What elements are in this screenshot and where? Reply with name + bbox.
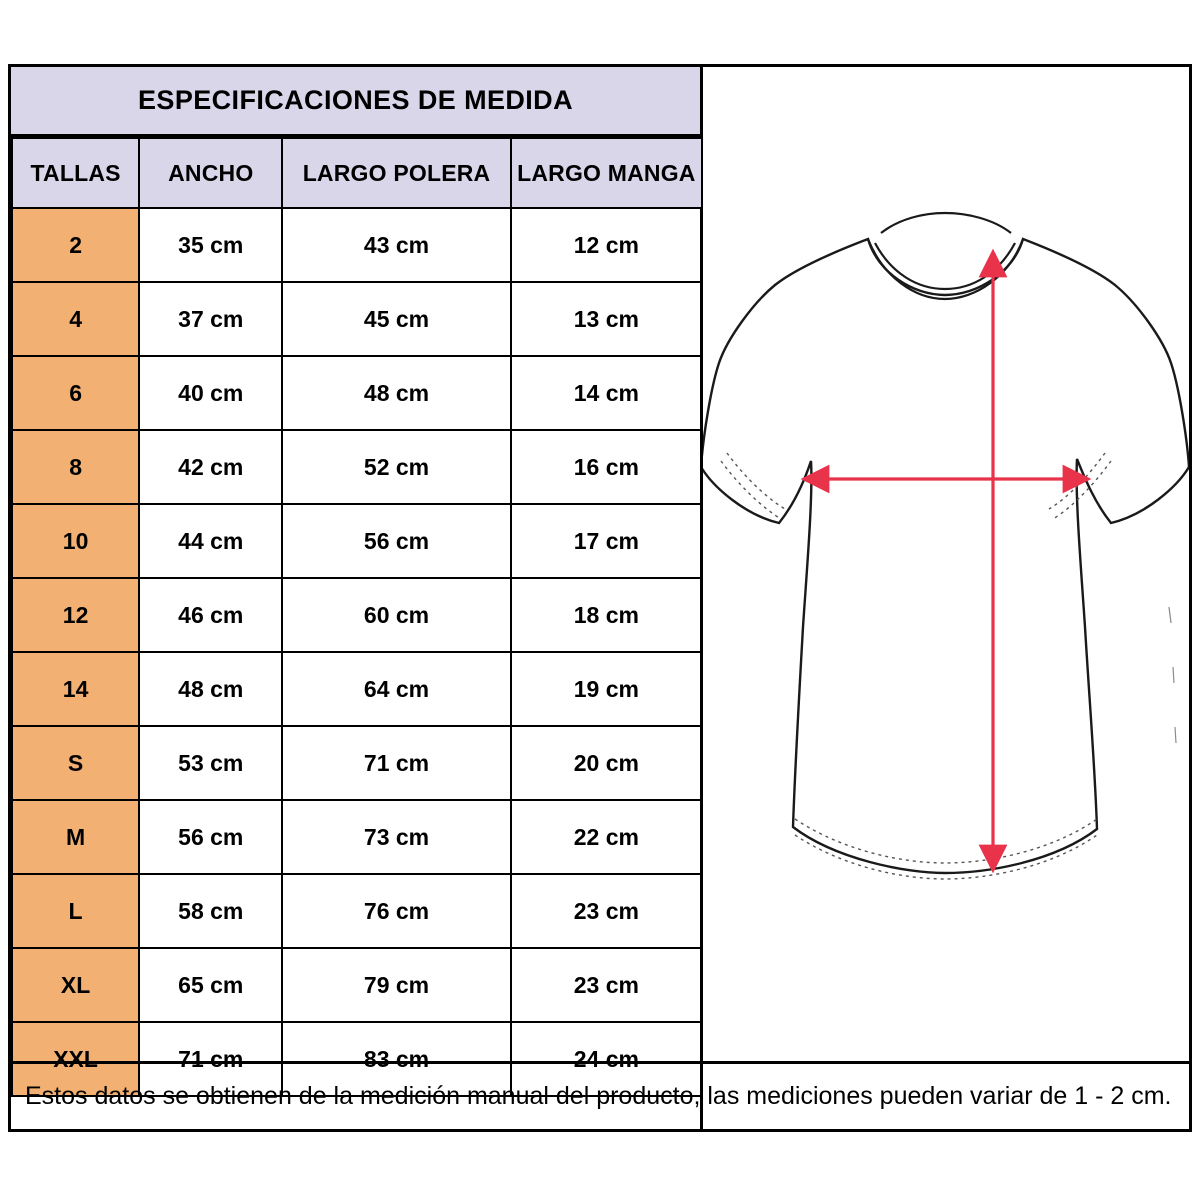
cell-ancho: 65 cm	[139, 948, 282, 1022]
cell-ancho: 71 cm	[139, 1022, 282, 1096]
cell-size: 4	[12, 282, 139, 356]
cell-largo-polera: 56 cm	[282, 504, 510, 578]
cell-largo-polera: 76 cm	[282, 874, 510, 948]
cell-ancho: 56 cm	[139, 800, 282, 874]
column-header-largo-polera: LARGO POLERA	[282, 138, 510, 208]
cell-size: M	[12, 800, 139, 874]
page-title: ESPECIFICACIONES DE MEDIDA	[138, 85, 573, 115]
table-row	[12, 652, 702, 726]
cell-size: S	[12, 726, 139, 800]
table-row	[12, 430, 702, 504]
cell-largo-manga: 24 cm	[511, 1022, 702, 1096]
cell-largo-polera: 83 cm	[282, 1022, 510, 1096]
cell-largo-manga: 20 cm	[511, 726, 702, 800]
table-row	[12, 726, 702, 800]
size-chart-frame	[8, 64, 1192, 1132]
cell-size: 8	[12, 430, 139, 504]
cell-largo-manga: 22 cm	[511, 800, 702, 874]
cell-ancho: 37 cm	[139, 282, 282, 356]
cell-largo-polera: 52 cm	[282, 430, 510, 504]
cell-largo-polera: 64 cm	[282, 652, 510, 726]
tshirt-body-outline	[703, 239, 1189, 873]
cell-ancho: 44 cm	[139, 504, 282, 578]
cell-size: 12	[12, 578, 139, 652]
cell-largo-manga: 19 cm	[511, 652, 702, 726]
cell-ancho: 53 cm	[139, 726, 282, 800]
table-row	[12, 948, 702, 1022]
table-row	[12, 578, 702, 652]
cell-size: L	[12, 874, 139, 948]
cell-largo-manga: 13 cm	[511, 282, 702, 356]
table-row	[12, 208, 702, 282]
table-row	[12, 282, 702, 356]
table-row	[12, 874, 702, 948]
table-row	[12, 504, 702, 578]
tshirt-illustration	[703, 67, 1189, 1062]
table-row	[12, 800, 702, 874]
cell-largo-polera: 73 cm	[282, 800, 510, 874]
cell-largo-polera: 48 cm	[282, 356, 510, 430]
chart-title-bar	[11, 67, 703, 137]
cell-ancho: 42 cm	[139, 430, 282, 504]
cell-ancho: 35 cm	[139, 208, 282, 282]
cell-size: 2	[12, 208, 139, 282]
column-header-tallas: TALLAS	[12, 138, 139, 208]
cell-largo-manga: 16 cm	[511, 430, 702, 504]
cell-largo-polera: 71 cm	[282, 726, 510, 800]
cell-ancho: 40 cm	[139, 356, 282, 430]
cell-size: XL	[12, 948, 139, 1022]
cell-largo-polera: 79 cm	[282, 948, 510, 1022]
table-header-row	[12, 138, 702, 208]
cell-ancho: 46 cm	[139, 578, 282, 652]
cell-size: 10	[12, 504, 139, 578]
column-header-largo-manga: LARGO MANGA	[511, 138, 702, 208]
cell-largo-manga: 23 cm	[511, 948, 702, 1022]
cell-largo-manga: 17 cm	[511, 504, 702, 578]
footer-note	[11, 1061, 1189, 1129]
table-row	[12, 356, 702, 430]
cell-ancho: 58 cm	[139, 874, 282, 948]
cell-largo-polera: 45 cm	[282, 282, 510, 356]
column-header-ancho: ANCHO	[139, 138, 282, 208]
cell-largo-manga: 23 cm	[511, 874, 702, 948]
cell-size: XXL	[12, 1022, 139, 1096]
footer-note-text: Estos datos se obtienen de la medición manual del producto, las mediciones pueden variar de 1 - 2 cm.	[25, 1082, 1172, 1110]
size-table-container	[11, 137, 703, 1132]
size-table	[11, 137, 703, 1097]
side-seam-lines	[1169, 607, 1176, 743]
cell-largo-manga: 14 cm	[511, 356, 702, 430]
cell-largo-manga: 18 cm	[511, 578, 702, 652]
cell-largo-polera: 60 cm	[282, 578, 510, 652]
cell-largo-polera: 43 cm	[282, 208, 510, 282]
cell-largo-manga: 12 cm	[511, 208, 702, 282]
cell-ancho: 48 cm	[139, 652, 282, 726]
tshirt-technical-drawing-svg	[703, 67, 1189, 1062]
cell-size: 14	[12, 652, 139, 726]
cell-size: 6	[12, 356, 139, 430]
